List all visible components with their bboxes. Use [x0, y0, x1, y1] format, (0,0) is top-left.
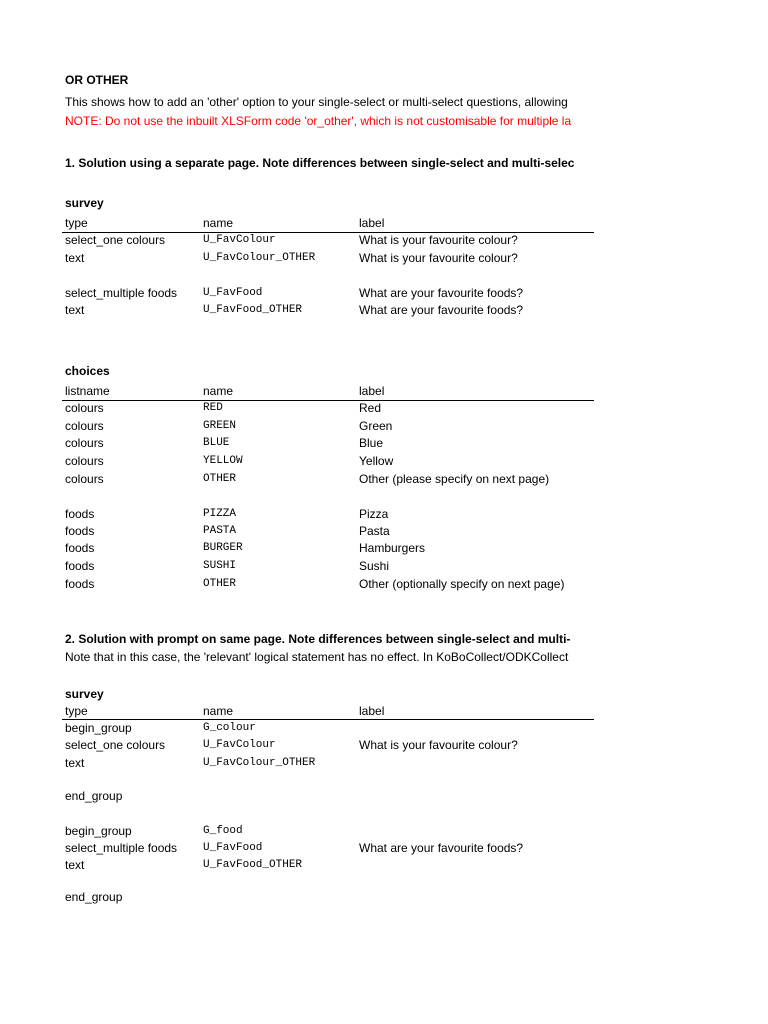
cell-label: What are your favourite foods? [359, 286, 524, 300]
column-header-type: type [65, 704, 88, 718]
cell-label: Red [359, 401, 382, 415]
cell-name: U_FavFood [203, 842, 263, 854]
cell-listname: foods [65, 507, 95, 521]
cell-name: PASTA [203, 525, 237, 537]
cell-name: RED [203, 402, 223, 414]
cell-name: U_FavColour_OTHER [203, 757, 316, 769]
cell-label: Other (optionally specify on next page) [359, 577, 565, 591]
cell-name: SUSHI [203, 560, 237, 572]
column-header-name: name [203, 384, 234, 398]
cell-type: text [65, 756, 85, 770]
cell-label: Hamburgers [359, 541, 426, 555]
cell-label: What are your favourite foods? [359, 303, 524, 317]
cell-name: GREEN [203, 420, 237, 432]
section1-choices-label: choices [65, 364, 110, 378]
cell-type: end_group [65, 890, 123, 904]
cell-name: BLUE [203, 437, 230, 449]
cell-label: Yellow [359, 454, 394, 468]
cell-name: U_FavFood_OTHER [203, 859, 303, 871]
header-divider [62, 400, 594, 401]
section2-heading: 2. Solution with prompt on same page. Note differences between single-select and multi- [65, 632, 571, 646]
column-header-label: label [359, 384, 385, 398]
cell-label: What is your favourite colour? [359, 233, 518, 247]
cell-label: Sushi [359, 559, 390, 573]
section1-heading: 1. Solution using a separate page. Note differences between single-select and multi-selec [65, 156, 575, 170]
cell-name: OTHER [203, 578, 237, 590]
cell-name: G_colour [203, 722, 256, 734]
intro-text: This shows how to add an 'other' option to your single-select or multi-select questions, allowing [65, 95, 568, 109]
cell-type: begin_group [65, 721, 132, 735]
column-header-label: label [359, 704, 385, 718]
cell-label: Green [359, 419, 393, 433]
column-header-type: type [65, 216, 88, 230]
cell-type: end_group [65, 789, 123, 803]
column-header-listname: listname [65, 384, 110, 398]
section1-survey-label: survey [65, 196, 104, 210]
cell-type: text [65, 303, 85, 317]
cell-type: begin_group [65, 824, 132, 838]
cell-label: Blue [359, 436, 384, 450]
cell-name: U_FavFood [203, 287, 263, 299]
cell-type: select_one colours [65, 738, 166, 752]
cell-type: text [65, 858, 85, 872]
cell-listname: colours [65, 472, 104, 486]
cell-name: G_food [203, 825, 243, 837]
cell-label: What is your favourite colour? [359, 251, 518, 265]
cell-listname: foods [65, 524, 95, 538]
cell-listname: colours [65, 454, 104, 468]
cell-listname: colours [65, 401, 104, 415]
cell-name: OTHER [203, 473, 237, 485]
section2-note: Note that in this case, the 'relevant' logical statement has no effect. In KoBoCollect/ODKCollect [65, 650, 569, 664]
cell-name: U_FavFood_OTHER [203, 304, 303, 316]
header-divider [62, 719, 594, 720]
cell-name: U_FavColour [203, 739, 276, 751]
cell-type: select_one colours [65, 233, 166, 247]
column-header-name: name [203, 704, 234, 718]
page-title: OR OTHER [65, 73, 129, 87]
section2-survey-label: survey [65, 687, 104, 701]
cell-listname: colours [65, 436, 104, 450]
cell-name: YELLOW [203, 455, 243, 467]
cell-label: What is your favourite colour? [359, 738, 518, 752]
cell-name: PIZZA [203, 508, 237, 520]
column-header-name: name [203, 216, 234, 230]
cell-name: U_FavColour_OTHER [203, 252, 316, 264]
cell-label: Pizza [359, 507, 389, 521]
cell-listname: foods [65, 541, 95, 555]
cell-listname: foods [65, 559, 95, 573]
cell-type: text [65, 251, 85, 265]
cell-name: U_FavColour [203, 234, 276, 246]
cell-type: select_multiple foods [65, 841, 178, 855]
cell-label: Pasta [359, 524, 390, 538]
cell-listname: colours [65, 419, 104, 433]
cell-listname: foods [65, 577, 95, 591]
cell-type: select_multiple foods [65, 286, 178, 300]
cell-label: What are your favourite foods? [359, 841, 524, 855]
cell-name: BURGER [203, 542, 243, 554]
column-header-label: label [359, 216, 385, 230]
cell-label: Other (please specify on next page) [359, 472, 550, 486]
warning-note: NOTE: Do not use the inbuilt XLSForm code 'or_other', which is not customisable for multiple la [65, 114, 572, 128]
